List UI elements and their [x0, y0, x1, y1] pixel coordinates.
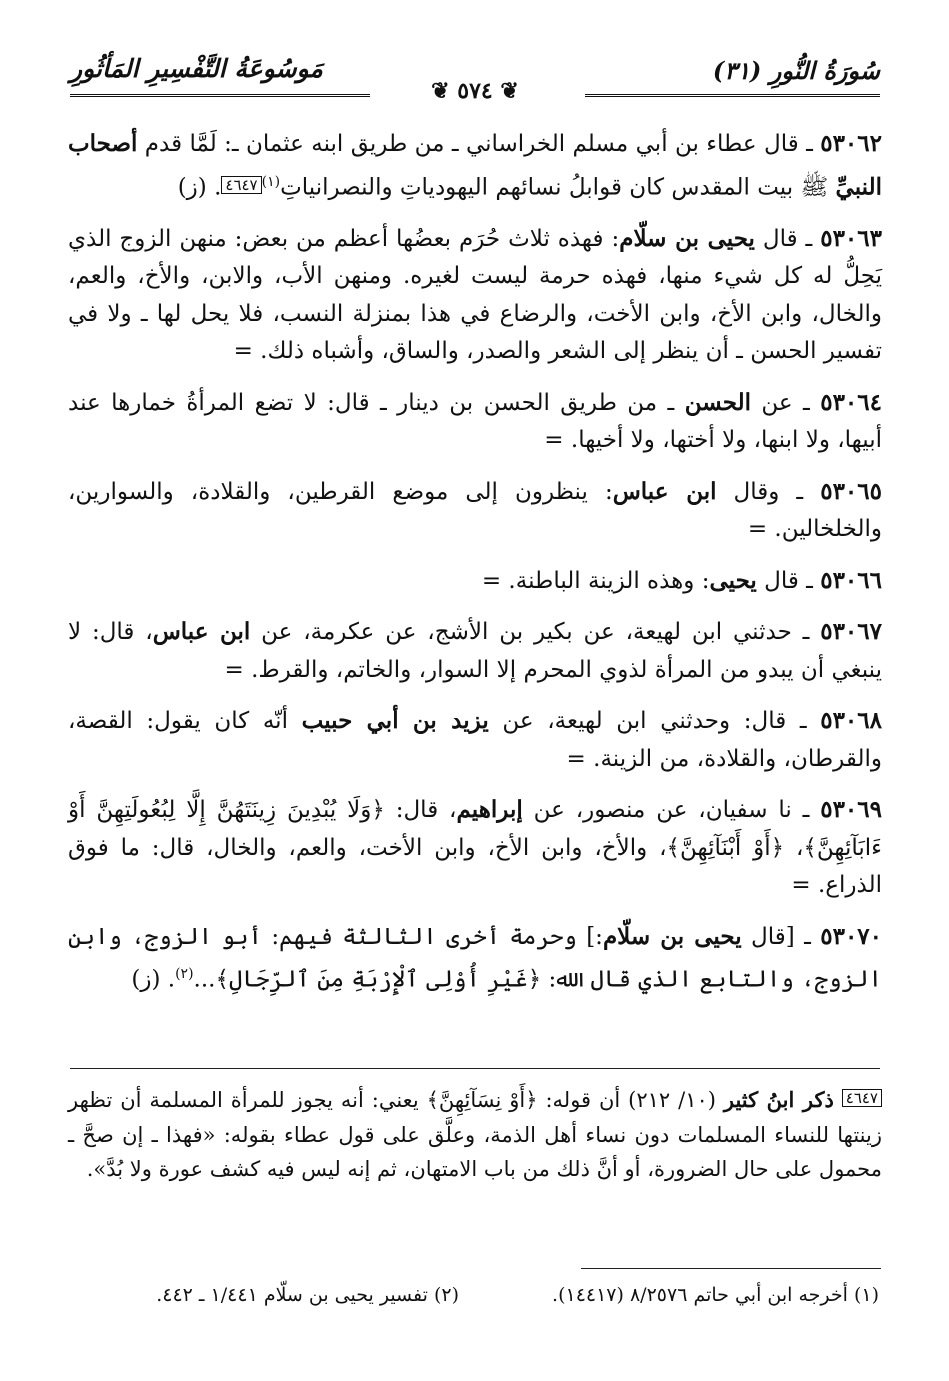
- narrator-name: ابن عباس: [152, 618, 251, 646]
- narration-paragraph: [68, 125, 882, 207]
- commentary-note: [68, 1083, 882, 1187]
- narration-paragraph: [68, 473, 882, 549]
- surah-title: سُورَةُ النُّورِ (٣١): [712, 56, 880, 85]
- narration-paragraph: [68, 613, 882, 689]
- text-segment: . (ز): [131, 966, 176, 993]
- header-rule-right: [585, 94, 880, 97]
- narrator-name: يحيى بن سلّام: [602, 922, 742, 950]
- narration-number: ٥٣٠٦٥: [820, 477, 882, 505]
- narration-paragraph: [68, 384, 882, 460]
- footnote-2: (٢) تفسير يحيى بن سلّام ١/٤٤١ ـ ٤٤٢.: [156, 1284, 459, 1306]
- text-segment: (١٠/ ٢١٢) أن قوله: ﴿أَوْ نِسَآئِهِنَّ﴾ يعني: أنه يجوز للمرأة المسلمة أن تظهر زينتها للنساء المسلمات دون نساء أهل الذمة، وعلَّق على قول عطاء بقوله: «فهذا ـ إن صحَّ ـ محمول على حال الضرورة، أو أنَّ ذلك من باب الامتهان، ثم إنه ليس فيه كشف عورة ولا بُدَّ».: [68, 1088, 882, 1182]
- text-segment: ، قال: لا ينبغي أن يبدو من المرأة لذوي المحرم إلا السوار، والخاتم، والقرط. =: [68, 619, 882, 683]
- text-segment: ـ قال عطاء بن أبي مسلم الخراساني ـ من طريق ابنه عثمان ـ: لَمَّا قدم: [137, 131, 821, 157]
- text-segment: ـ قال: [754, 225, 821, 252]
- text-segment: ـ من طريق الحسن بن دينار ـ قال: لا تضع المرأةُ خمارها عند أبيها، ولا ابنها، ولا أختها، ولا أخيها. =: [68, 389, 882, 454]
- narration-number: ٥٣٠٦٦: [820, 566, 882, 594]
- narration-number: ٥٣٠٦٨: [820, 707, 882, 735]
- footnote-separator: [581, 1268, 881, 1269]
- narrator-name: إبراهيم: [456, 796, 523, 824]
- text-segment: ـ عن: [750, 389, 821, 416]
- narration-paragraph: [68, 918, 882, 1000]
- narration-number: ٥٣٠٦٧: [820, 618, 882, 646]
- narration-number: ٥٣٠٦٩: [820, 796, 882, 824]
- narration-paragraph: [68, 791, 882, 905]
- narrator-name: يزيد بن أبي حبيب: [301, 707, 489, 735]
- text-segment: أنّه كان يقول: القصة، والقرطان، والقلادة، من الزينة. =: [68, 708, 882, 772]
- narration-paragraph: [68, 220, 882, 371]
- text-segment: : وهذه الزينة الباطنة. =: [481, 567, 710, 594]
- text-segment: . (ز): [177, 174, 222, 201]
- note-number-box: ٤٦٤٧: [842, 1089, 882, 1107]
- text-segment: ـ قال: وحدثني ابن لهيعة، عن: [488, 708, 821, 735]
- text-segment: [834, 1088, 842, 1112]
- text-segment: : فهذه ثلاث حُرَم بعضُها أعظم من بعض: منهن الزوج الذي يَحِلُّ له كل شيء منها، فهذه حرمة ليست لغيره. ومنهن الأب، والابن، والأخ، والعم، والخال، وابن الأخ، وابن الأخت، والرضاع في هذا بمنزلة النسب، فلا يحل لها ـ ولا في تفسير الحسن ـ أن ينظر إلى الشعر والصدر، والساق، وأشباه ذلك. =: [68, 225, 882, 365]
- footnote-ref: (٢): [175, 966, 194, 983]
- footnote-ref: (١): [261, 173, 281, 190]
- text-segment: :] وحرمة أخرى الثالثة فيهم: أبو الزوج، وابن الزوج، والتابع الذي قال الله: ﴿غَيْرِ أُوْلِى ٱلْإِرْبَةِ مِنَ ٱلرِّجَالِ﴾...: [68, 923, 882, 993]
- text-segment: : ينظرون إلى موضع القرطين، والقلادة، والسوارين، والخلخالين. =: [68, 478, 882, 543]
- narration-number: ٥٣٠٦٤: [820, 388, 882, 416]
- narration-number: ٥٣٠٦٢: [820, 130, 882, 157]
- text-segment: ، قال: ﴿وَلَا يُبْدِينَ زِينَتَهُنَّ إِلَّا لِبُعُولَتِهِنَّ أَوْ ءَابَآئِهِنَّ﴾، ﴿أَوْ أَبْنَآئِهِنَّ﴾، والأخ، وابن الأخ، وابن الأخت، والعم، والخال، قال: ما فوق الذراع. =: [68, 797, 882, 899]
- narration-paragraph: [68, 562, 882, 601]
- narrator-name: الحسن: [684, 388, 751, 416]
- page-number: ❦ ٥٧٤ ❦: [431, 78, 519, 104]
- text-segment: ـ قال: [756, 567, 821, 594]
- main-text: [68, 125, 882, 1012]
- narration-number: ٥٣٠٧٠: [820, 922, 883, 950]
- text-segment: ﷺ بيت المقدس كان قوابلُ نسائهم اليهودياتِ والنصرانياتِ: [280, 174, 836, 201]
- text-segment: ـ حدثني ابن لهيعة، عن بكير بن الأشج، عن عكرمة، عن: [250, 619, 821, 646]
- narration-paragraph: [68, 702, 882, 778]
- text-segment: ـ نا سفيان، عن منصور، عن: [522, 797, 821, 824]
- footnote-1: (١) أخرجه ابن أبي حاتم ٨/٢٥٧٦ (١٤٤١٧).: [552, 1284, 879, 1306]
- narration-number: ٥٣٠٦٣: [820, 224, 882, 252]
- note-separator: [70, 1068, 880, 1069]
- note-ref-box: ٤٦٤٧: [221, 176, 261, 194]
- page-header: [70, 52, 880, 102]
- book-title: مَوسُوعَةُ التَّفْسِيرِ المَأثُورِ: [70, 54, 323, 83]
- narrator-name: ابن عباس: [612, 477, 717, 505]
- narrator-name: ذكر ابنُ كثير: [723, 1087, 834, 1112]
- text-segment: ـ وقال: [716, 478, 821, 505]
- header-rule-left: [70, 94, 370, 97]
- narrator-name: يحيى بن سلّام: [619, 224, 755, 252]
- narrator-name: أصحاب النبيِّ: [68, 130, 882, 201]
- narrator-name: يحيى: [709, 566, 757, 594]
- text-segment: ـ [قال: [741, 923, 821, 950]
